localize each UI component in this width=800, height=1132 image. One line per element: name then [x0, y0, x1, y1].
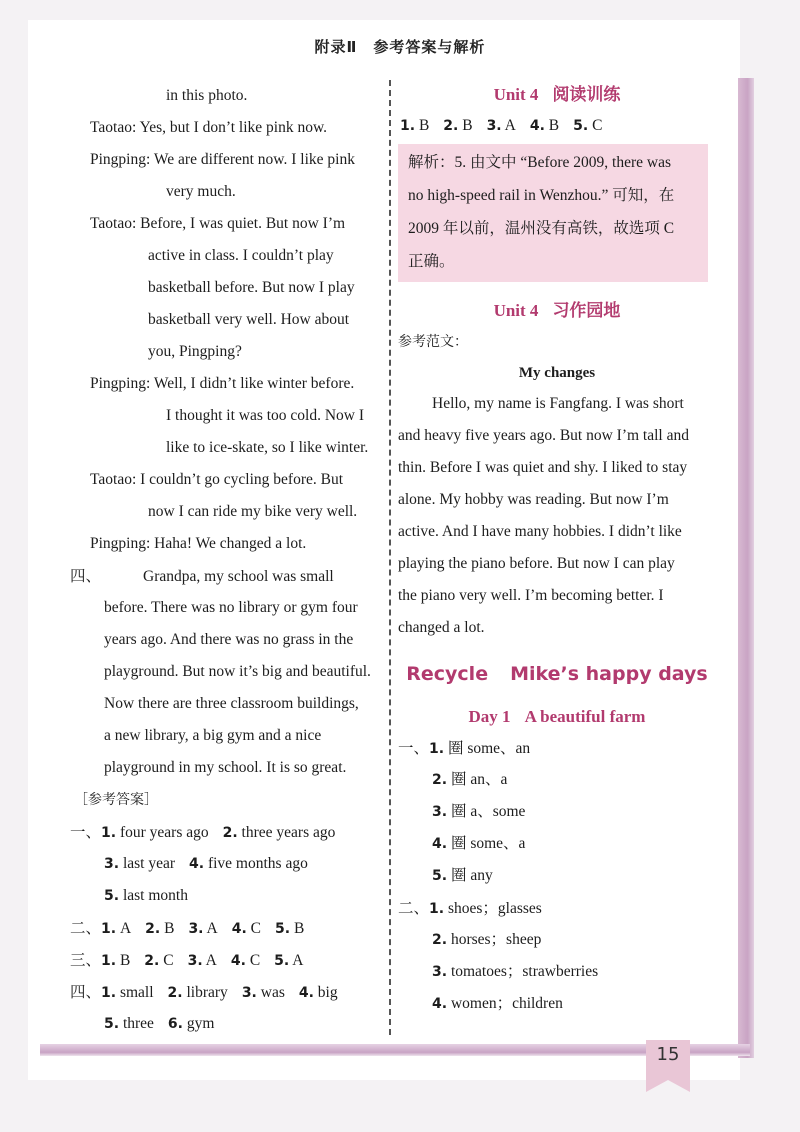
day1-answer: 4. women；children	[432, 995, 563, 1012]
answer-row: 四、1. small 2. library 3. was 4. big	[70, 983, 338, 1001]
answer-label: ［参考答案］	[74, 792, 158, 808]
essay-line: playing the piano before. But now I can play	[398, 555, 675, 572]
column-divider	[389, 80, 391, 1035]
essay-line: Hello, my name is Fangfang. I was short	[432, 395, 684, 412]
reading-answers: 1. B 2. B 3. A 4. B 5. C	[400, 117, 603, 134]
dialog-line: Pingping: Haha! We changed a lot.	[90, 535, 307, 552]
analysis-line: 解析：5. 由文中 “Before 2009, there was	[408, 154, 672, 171]
left-column	[70, 80, 382, 1040]
day1-title: Day 1 A beautiful farm	[468, 707, 646, 726]
unit4-reading-title: Unit 4 阅读训练	[493, 85, 621, 105]
day1-answer: 2. 圈 an、a	[432, 771, 508, 788]
dialog-line: I thought it was too cold. Now I	[166, 407, 365, 424]
right-column	[398, 80, 716, 1020]
dialog-line: Taotao: Before, I was quiet. But now I’m	[90, 215, 346, 232]
dialog-line: Taotao: I couldn’t go cycling before. But	[90, 471, 344, 488]
section4-line: years ago. And there was no grass in the	[104, 631, 354, 648]
answer-row: 三、1. B 2. C 3. A 4. C 5. A	[70, 951, 304, 969]
analysis-line: 2009 年以前，温州没有高铁，故选项 C	[408, 220, 675, 237]
section4-line: playground in my school. It is so great.	[104, 759, 347, 776]
day1-answer: 二、1. shoes；glasses	[398, 899, 542, 917]
essay-line: active. And I have many hobbies. I didn’t like	[398, 523, 682, 540]
recycle-title: Recycle Mike’s happy days	[406, 663, 708, 685]
sample-label: 参考范文：	[398, 334, 468, 350]
dialog-line: Taotao: Yes, but I don’t like pink now.	[90, 119, 328, 136]
section4-line: Now there are three classroom buildings,	[104, 695, 359, 712]
dialog-line: Pingping: Well, I didn’t like winter before.	[90, 375, 355, 392]
page-number: 15	[646, 1040, 690, 1080]
section4-line: 四、 Grandpa, my school was small	[70, 567, 334, 585]
dialog-line: in this photo.	[166, 87, 248, 104]
section4-line: playground. But now it’s big and beautiful.	[104, 663, 371, 680]
essay-line: the piano very well. I’m becoming better. I	[398, 587, 664, 604]
analysis-box	[398, 144, 708, 282]
answer-row: 一、1. four years ago 2. three years ago	[70, 823, 336, 841]
section-marker: 四、	[70, 567, 102, 585]
essay-title: My changes	[518, 365, 596, 381]
day1-answer: 4. 圈 some、a	[432, 835, 526, 852]
day1-answer: 一、1. 圈 some、an	[398, 739, 531, 757]
dialog-line: basketball before. But now I play	[148, 279, 355, 296]
dialog-line: very much.	[166, 183, 236, 200]
day1-answer: 3. tomatoes；strawberries	[432, 963, 599, 980]
dialog-line: basketball very well. How about	[148, 311, 350, 328]
essay	[398, 388, 716, 644]
section4-line: before. There was no library or gym four	[104, 599, 358, 616]
day1-answer: 2. horses；sheep	[432, 931, 542, 948]
analysis-line: 正确。	[408, 253, 455, 270]
dialog-line: now I can ride my bike very well.	[148, 503, 358, 520]
essay-line: thin. Before I was quiet and shy. I liked to stay	[398, 459, 688, 476]
answer-row: 5. three 6. gym	[104, 1015, 215, 1032]
day1-answer: 5. 圈 any	[432, 867, 493, 884]
essay-line: changed a lot.	[398, 619, 485, 636]
dialog-line: like to ice-skate, so I like winter.	[166, 439, 369, 456]
essay-line: and heavy five years ago. But now I’m tall and	[398, 427, 689, 444]
analysis-line: no high-speed rail in Wenzhou.” 可知，在	[408, 187, 675, 204]
dialog-line: active in class. I couldn’t play	[148, 247, 334, 264]
answer-row: 二、1. A 2. B 3. A 4. C 5. B	[70, 919, 305, 937]
answer-row: 3. last year 4. five months ago	[104, 855, 308, 872]
essay-line: alone. My hobby was reading. But now I’m	[398, 491, 669, 508]
unit4-writing-title: Unit 4 习作园地	[493, 301, 621, 321]
page-edge-right	[738, 78, 754, 1058]
page-header: 附录Ⅱ 参考答案与解析	[314, 38, 486, 56]
answer-row: 5. last month	[104, 887, 188, 904]
page-edge-bottom	[40, 1044, 750, 1056]
section4-line: a new library, a big gym and a nice	[104, 727, 322, 744]
day1-answer: 3. 圈 a、some	[432, 803, 526, 820]
dialog-line: you, Pingping?	[148, 343, 242, 360]
dialog-line: Pingping: We are different now. I like pink	[90, 151, 355, 168]
